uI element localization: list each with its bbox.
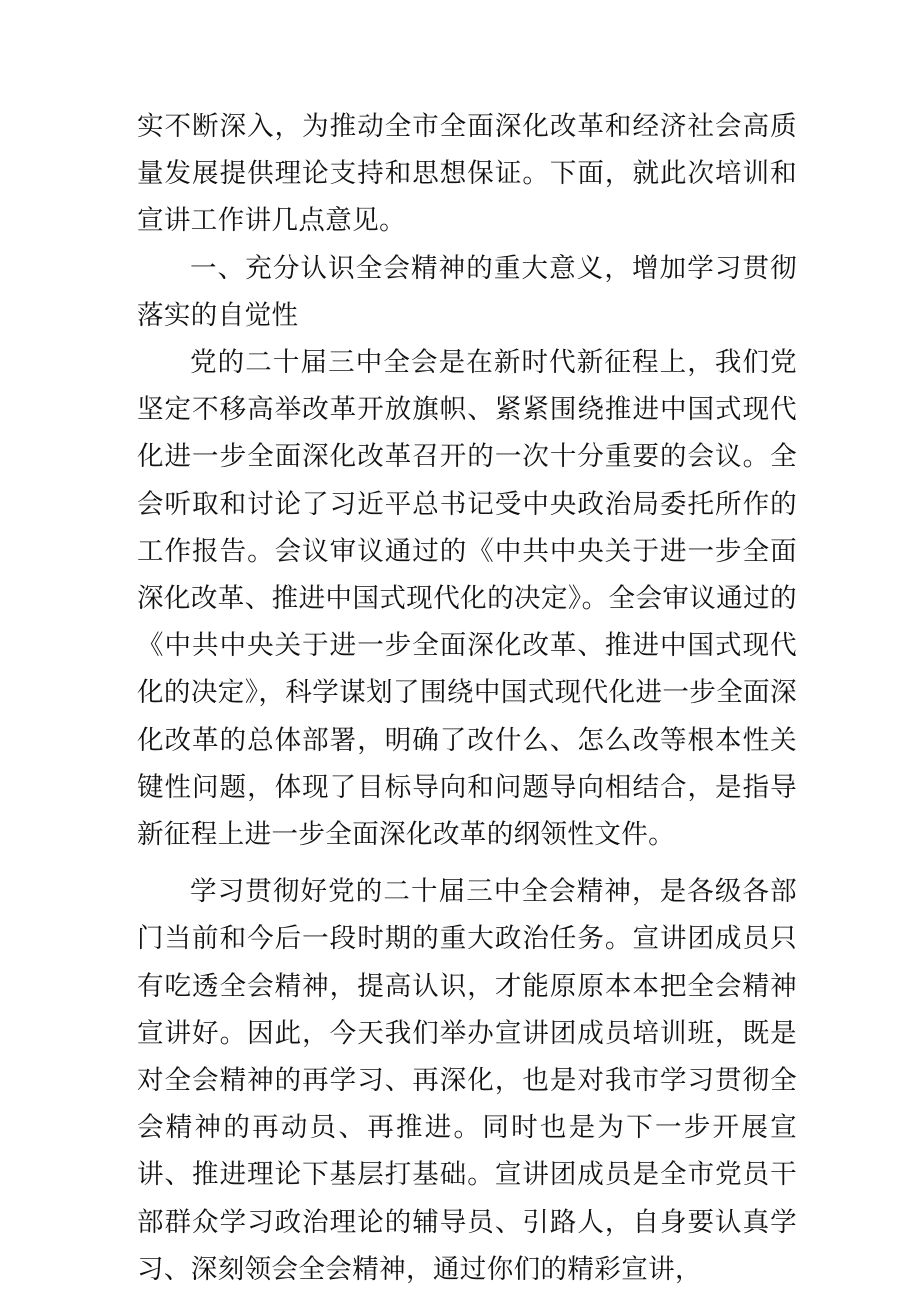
paragraph-continuation: 实不断深入，为推动全市全面深化改革和经济社会高质量发展提供理论支持和思想保证。下面，就此次培训和宣讲工作讲几点意见。 <box>137 111 797 237</box>
document-body <box>137 103 797 1293</box>
section-heading: 一、充分认识全会精神的重大意义，增加学习贯彻落实的自觉性 <box>137 252 797 331</box>
paragraph-plenum-significance: 党的二十届三中全会是在新时代新征程上，我们党坚定不移高举改革开放旗帜、紧紧围绕推进中国式现代化进一步全面深化改革召开的一次十分重要的会议。全会听取和讨论了习近平总书记受中央政治局委托所作的工作报告。会议审议通过的《中共中央关于进一步全面深化改革、推进中国式现代化的决定》。全会审议通过的《中共中央关于进一步全面深化改革、推进中国式现代化的决定》，科学谋划了围绕中国式现代化进一步全面深化改革的总体部署，明确了改什么、怎么改等根本性关键性问题，体现了目标导向和问题导向相结合，是指导新征程上进一步全面深化改革的纲领性文件。 <box>137 347 797 851</box>
paragraph-study-task: 学习贯彻好党的二十届三中全会精神，是各级各部门当前和今后一段时期的重大政治任务。宣讲团成员只有吃透全会精神，提高认识，才能原原本本把全会精神宣讲好。因此，今天我们举办宣讲团成员培训班，既是对全会精神的再学习、再深化，也是对我市学习贯彻全会精神的再动员、再推进。同时也是为下一步开展宣讲、推进理论下基层打基础。宣讲团成员是全市党员干部群众学习政治理论的辅导员、引路人，自身要认真学习、深刻领会全会精神，通过你们的精彩宣讲， <box>137 876 797 1285</box>
